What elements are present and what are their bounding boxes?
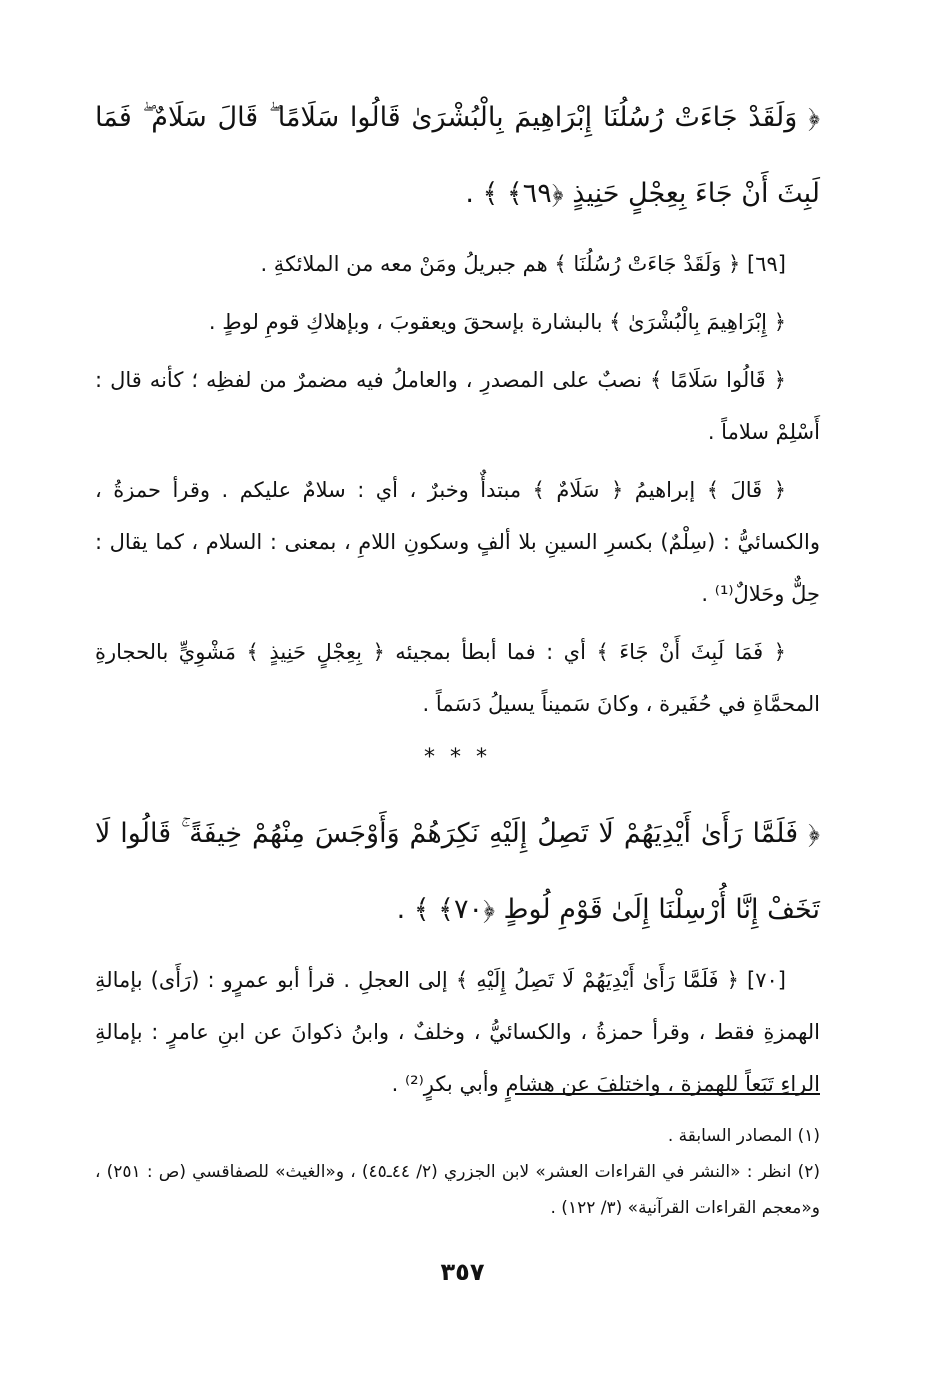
page-number: ٣٥٧ <box>440 1258 485 1286</box>
section-separator: * * * <box>424 745 491 770</box>
commentary-paragraph: ﴿ قَالُوا سَلَامًا ﴾ نصبٌ على المصدرِ ، والعاملُ فيه مضمرٌ من لفظِه ؛ كأنه قال : أَسْلِمْ سلاماً . <box>95 368 820 444</box>
footnote-1: (١) المصادر السابقة . <box>667 1126 820 1146</box>
quran-verse-69: ﴿ وَلَقَدْ جَاءَتْ رُسُلُنَا إِبْرَاهِيمَ بِالْبُشْرَىٰ قَالُوا سَلَامًا ۖ قَالَ سَلَامٌ ۖ فَمَا لَبِثَ أَنْ جَاءَ بِعِجْلٍ حَنِيذٍ ﴿٦٩﴾ ﴾ . <box>95 102 820 209</box>
footnotes <box>95 1118 820 1226</box>
quran-verse-70: ﴿ فَلَمَّا رَأَىٰ أَيْدِيَهُمْ لَا تَصِلُ إِلَيْهِ نَكِرَهُمْ وَأَوْجَسَ مِنْهُمْ خِيفَةً ۚ قَالُوا لَا تَخَفْ إِنَّا أُرْسِلْنَا إِلَىٰ قَوْمِ لُوطٍ ﴿٧٠﴾ ﴾ . <box>95 818 820 925</box>
commentary-paragraph: [٧٠] ﴿ فَلَمَّا رَأَىٰ أَيْدِيَهُمْ لَا تَصِلُ إِلَيْهِ ﴾ إلى العجلِ . قرأ أبو عمرٍو : (رَأَى) بإمالةِ الهمزةِ فقط ، وقرأ حمزةُ ، والكسائيُّ ، وخلفٌ ، وابنُ ذكوانَ عن ابنِ عامرٍ : بإمالةِ الراءِ تَبَعاً للهمزة ، واختلفَ عن هشامٍ وأبي بكرٍ⁽²⁾ . <box>95 968 820 1096</box>
commentary-paragraph: ﴿ إِبْرَاهِيمَ بِالْبُشْرَىٰ ﴾ بالبشارة بإسحقَ ويعقوبَ ، وبإهلاكِ قومِ لوطٍ . <box>208 310 786 334</box>
footnote-2: (٢) انظر : «النشر في القراءات العشر» لابن الجزري (٢/ ٤٤ـ٤٥) ، و«الغيث» للصفاقسي (ص : ٢٥١) ، و«معجم القراءات القرآنية» (٣/ ١٢٢) . <box>95 1162 820 1218</box>
commentary-paragraph: [٦٩] ﴿ وَلَقَدْ جَاءَتْ رُسُلُنَا ﴾ هم جبريلُ ومَنْ معه من الملائكةِ . <box>260 252 786 276</box>
commentary-paragraph: ﴿ فَمَا لَبِثَ أَنْ جَاءَ ﴾ أي : فما أبطأ بمجيئه ﴿ بِعِجْلٍ حَنِيذٍ ﴾ مَشْوِيٍّ بالحجارةِ المحمَّاةِ في حُفَيرة ، وكانَ سَميناً يسيلُ دَسَماً . <box>95 640 820 716</box>
page-body <box>95 80 820 1116</box>
commentary-paragraph: ﴿ قَالَ ﴾ إبراهيمُ ﴿ سَلَامٌ ﴾ مبتدأٌ وخبرٌ ، أي : سلامٌ عليكم . وقرأ حمزةُ ، والكسائيُّ : (سِلْمٌ) بكسرِ السينِ بلا ألفٍ وسكونِ اللامِ ، بمعنى : السلام ، كما يقال : حِلٌّ وحَلالٌ⁽¹⁾ . <box>95 478 820 606</box>
footnote-divider <box>515 1093 820 1095</box>
